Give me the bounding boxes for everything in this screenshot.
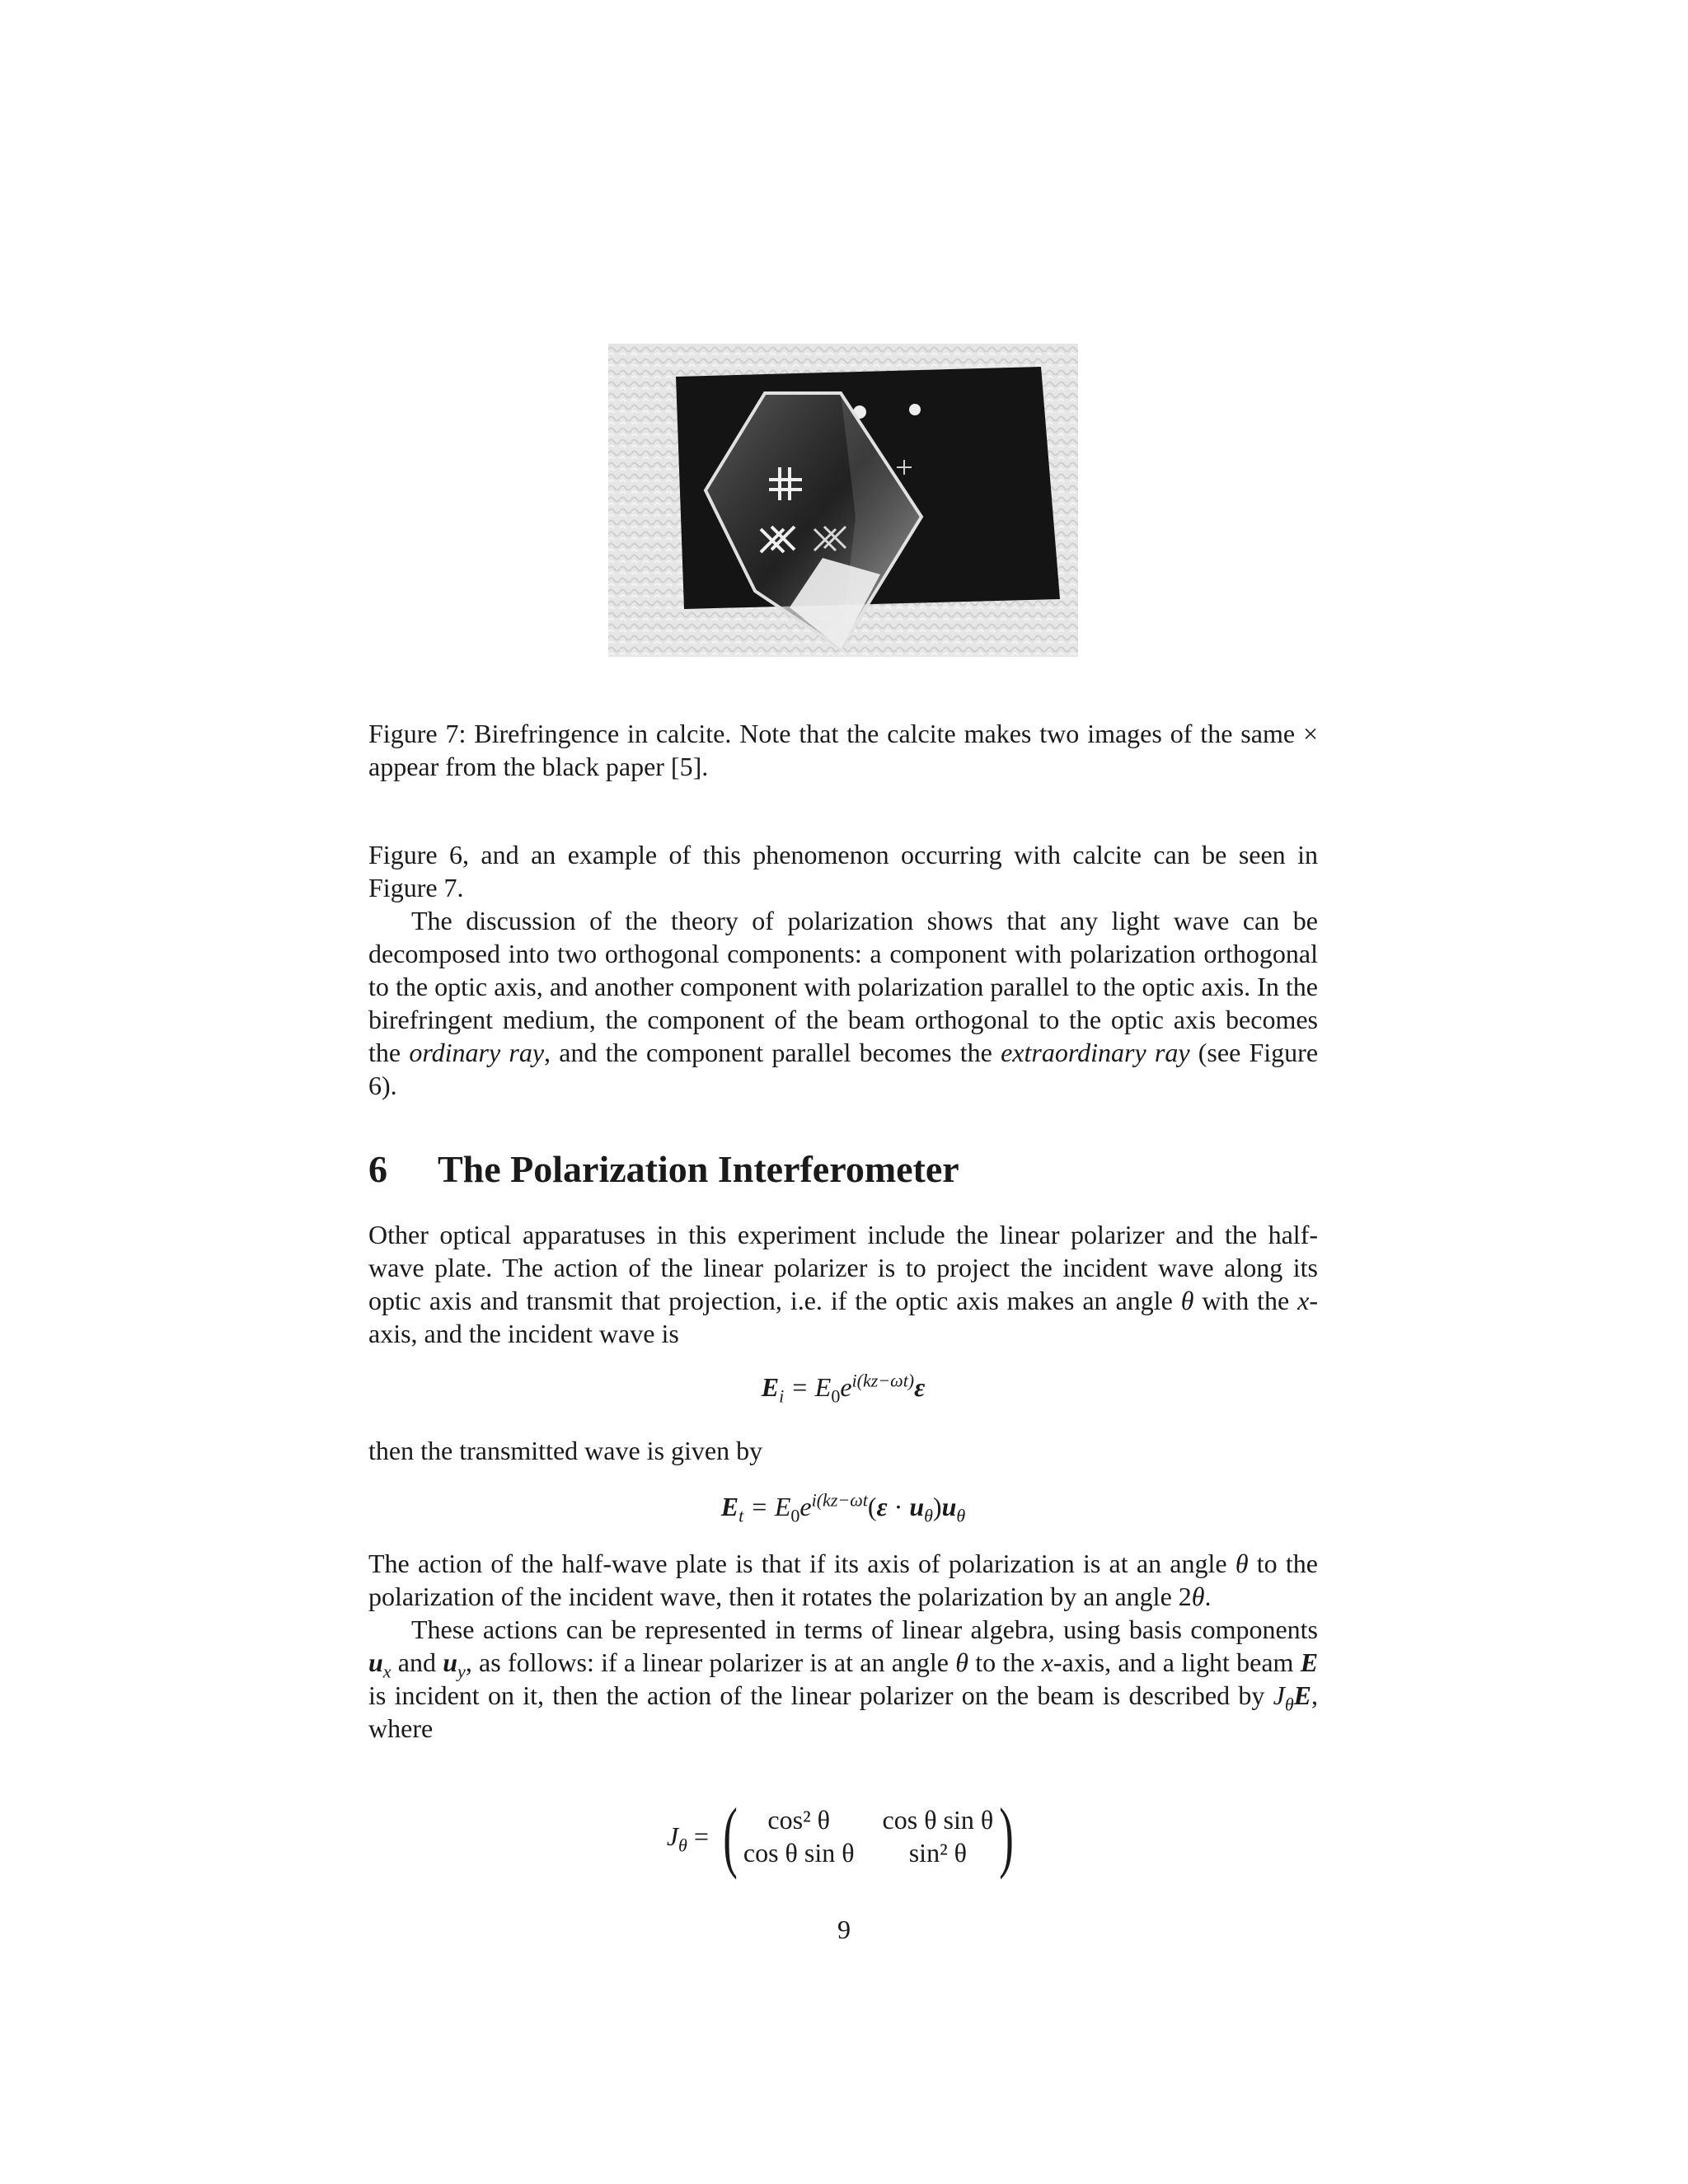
text-span: Other optical apparatuses in this experiment include the linear polarizer and the half-wave plate. The action of the linear polarizer is to project the incident wave along its optic axis and transmit that projection, i.e. if the optic axis makes an angle [368,1220,1318,1315]
text-span: The action of the half-wave plate is that if its axis of polarization is at an angle [368,1549,1236,1578]
theta-symbol: θ [955,1647,968,1677]
eq-symbol: ) [932,1492,942,1521]
page-number: 9 [837,1915,851,1944]
matrix-cell: cos² θ [767,1805,830,1835]
uy-symbol: u [443,1647,458,1677]
matrix-lhs [666,1821,709,1855]
x-symbol: x [1297,1286,1310,1315]
theta-symbol: θ [1191,1582,1205,1611]
section-heading [368,1147,959,1191]
eq-symbol: E [761,1372,780,1402]
eq-symbol: u [909,1492,925,1521]
ux-subscript: x [382,1661,392,1682]
figure-caption [368,717,1318,783]
paragraph-linear-polarizer [368,1218,1318,1350]
jones-matrix [666,1792,1020,1880]
eq-symbol: = [687,1821,709,1851]
equation-incident-wave [368,1370,1318,1407]
paragraph-linear-algebra [368,1613,1318,1745]
section-title: The Polarization Interferometer [438,1148,959,1190]
eq-symbol: E [720,1492,739,1521]
text-span: , where [368,1680,1318,1743]
text-span: , as follows: if a linear polarizer is at an angle [465,1647,956,1677]
eq-symbol: e [799,1492,812,1521]
ordinary-ray-term: ordinary ray [409,1038,545,1067]
calcite-photo-graphic [608,344,1078,657]
text-span: and [391,1647,443,1677]
section-number: 6 [368,1148,387,1190]
eq-subscript: 0 [790,1505,800,1526]
matrix-grid [743,1803,993,1869]
paragraph-half-wave-plate [368,1547,1318,1745]
ux-symbol: u [368,1647,383,1677]
j-symbol: J [1273,1680,1285,1710]
eq-symbol: = E [784,1372,832,1402]
extraordinary-ray-term: extraordinary ray [1001,1038,1190,1067]
figure-caption-text: Figure 7: Birefringence in calcite. Note that the calcite makes two images of the same × appear from the black paper [5]. [368,719,1318,781]
matrix-cell: cos θ sin θ [882,1805,994,1835]
text-span: -axis, and the incident wave is [368,1286,1319,1348]
text-span: with the [1193,1286,1298,1315]
matrix-cell: cos θ sin θ [743,1838,855,1868]
eq-subscript: t [738,1505,744,1526]
equation-transmitted-wave [368,1489,1318,1526]
paragraph-birefringence [368,904,1318,1102]
calcite-photo [608,344,1078,657]
eq-exponent: i(kz−ωt) [851,1370,915,1391]
paragraph-transmitted [368,1434,1318,1467]
e-vector-symbol: E [1293,1680,1311,1710]
paragraph-continuation: Figure 6, and an example of this phenomenon occurring with calcite can be seen in Figure 7. [368,840,1318,902]
text-span: to the polarization of the incident wave, then it rotates the polarization by an angle 2 [368,1549,1319,1611]
x-symbol: x [1041,1647,1053,1677]
eq-exponent: i(kz−ωt [811,1489,868,1511]
text-span: to the [968,1647,1042,1677]
eq-symbol: ε [876,1492,888,1521]
text-span: These actions can be represented in terms of linear algebra, using basis components [411,1615,1318,1644]
matrix-cell: sin² θ [908,1838,967,1868]
eq-subscript: θ [678,1834,687,1855]
text-span: The discussion of the theory of polarization shows that any light wave can be decomposed into two orthogonal components: a component with polarization orthogonal to the optic axis, and another component with polarization parallel to the optic axis. In the birefringent medium, the component of the beam orthogonal to the optic axis becomes the [368,906,1318,1067]
eq-subscript: θ [956,1505,966,1526]
eq-symbol: = E [743,1492,791,1521]
text-span: . [1204,1582,1212,1611]
text-span: (see Figure 6). [368,1038,1319,1100]
left-paren: ( [723,1792,738,1880]
eq-symbol: ( [867,1492,877,1521]
right-paren: ) [999,1792,1014,1880]
eq-symbol: e [840,1372,852,1402]
theta-symbol: θ [1180,1286,1194,1315]
uy-subscript: y [457,1661,466,1682]
text-span: , and the component parallel becomes the [544,1038,1001,1067]
eq-subscript: θ [924,1505,933,1526]
eq-symbol: u [941,1492,957,1521]
text-span: then the transmitted wave is given by [368,1436,763,1465]
equation-jones-matrix [368,1792,1318,1880]
eq-subscript: 0 [831,1385,841,1407]
body-paragraphs [368,838,1318,1102]
e-vector-symbol: E [1300,1647,1319,1677]
text-span: -axis, and a light beam [1053,1647,1301,1677]
eq-subscript: i [779,1385,785,1407]
eq-symbol: ε [914,1372,926,1402]
text-span: is incident on it, then the action of the linear polarizer on the beam is described by [368,1680,1273,1710]
eq-symbol: J [666,1821,679,1851]
eq-symbol: · [887,1492,910,1521]
j-subscript: θ [1284,1694,1294,1715]
theta-symbol: θ [1235,1549,1249,1578]
